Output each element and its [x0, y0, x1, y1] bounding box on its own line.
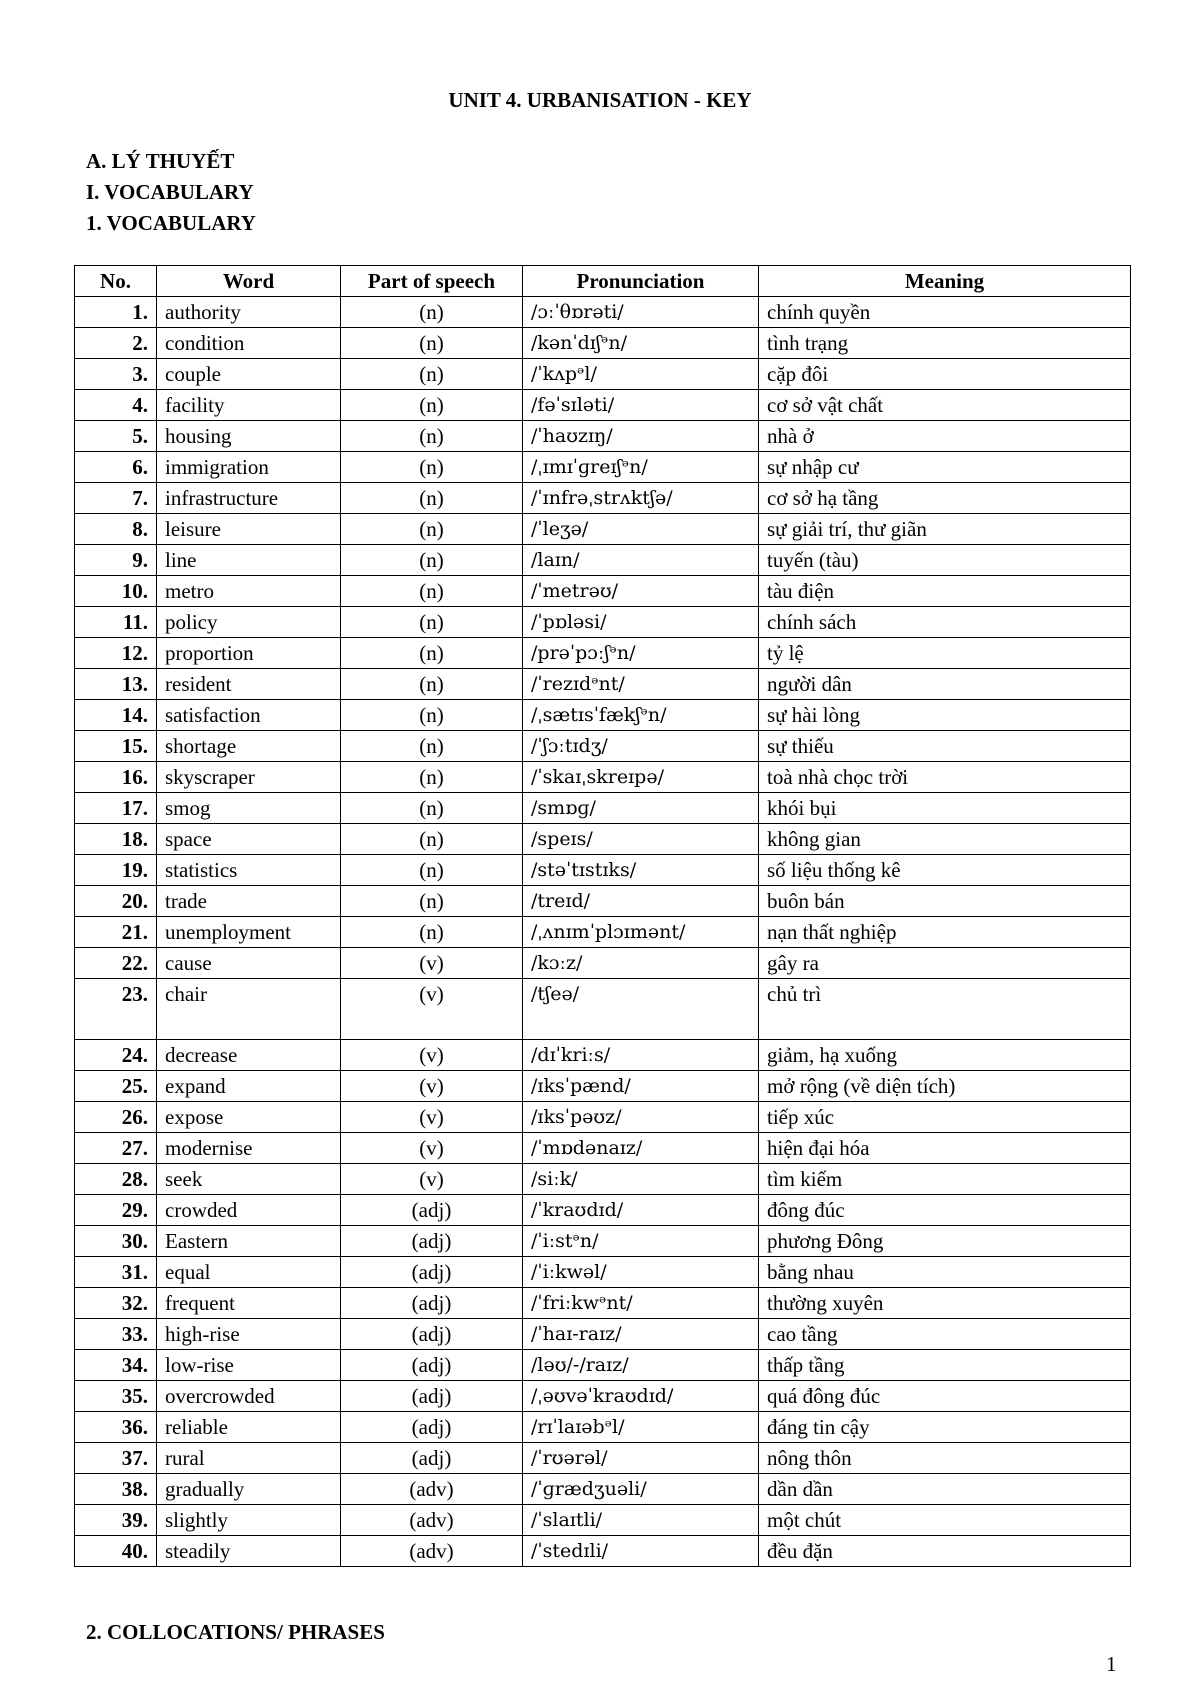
cell-meaning: sự giải trí, thư giãn — [759, 514, 1131, 545]
table-row — [75, 669, 1131, 700]
cell-word: condition — [157, 328, 341, 359]
cell-pronunciation: /stəˈtɪstɪks/ — [523, 855, 759, 886]
cell-part-of-speech: (n) — [341, 297, 523, 328]
cell-part-of-speech: (n) — [341, 638, 523, 669]
cell-number: 4. — [75, 390, 157, 421]
cell-number: 33. — [75, 1319, 157, 1350]
cell-meaning: một chút — [759, 1505, 1131, 1536]
cell-word: steadily — [157, 1536, 341, 1567]
table-row — [75, 1412, 1131, 1443]
cell-meaning: số liệu thống kê — [759, 855, 1131, 886]
cell-part-of-speech: (adj) — [341, 1257, 523, 1288]
cell-pronunciation: /laɪn/ — [523, 545, 759, 576]
cell-word: shortage — [157, 731, 341, 762]
table-row — [75, 886, 1131, 917]
cell-number: 14. — [75, 700, 157, 731]
cell-meaning: tìm kiếm — [759, 1164, 1131, 1195]
table-row — [75, 793, 1131, 824]
cell-word: reliable — [157, 1412, 341, 1443]
cell-word: statistics — [157, 855, 341, 886]
cell-pronunciation: /ˈleʒə/ — [523, 514, 759, 545]
cell-part-of-speech: (n) — [341, 700, 523, 731]
table-row — [75, 514, 1131, 545]
cell-number: 25. — [75, 1071, 157, 1102]
cell-meaning: thấp tầng — [759, 1350, 1131, 1381]
cell-part-of-speech: (n) — [341, 886, 523, 917]
cell-word: metro — [157, 576, 341, 607]
cell-meaning: hiện đại hóa — [759, 1133, 1131, 1164]
cell-word: unemployment — [157, 917, 341, 948]
cell-word: satisfaction — [157, 700, 341, 731]
cell-part-of-speech: (v) — [341, 948, 523, 979]
cell-word: gradually — [157, 1474, 341, 1505]
cell-number: 18. — [75, 824, 157, 855]
cell-part-of-speech: (n) — [341, 359, 523, 390]
table-row — [75, 762, 1131, 793]
cell-pronunciation: /tʃeə/ — [523, 979, 759, 1040]
table-row — [75, 1257, 1131, 1288]
cell-pronunciation: /ˈɡrædʒuəli/ — [523, 1474, 759, 1505]
cell-part-of-speech: (adj) — [341, 1381, 523, 1412]
cell-word: facility — [157, 390, 341, 421]
cell-number: 8. — [75, 514, 157, 545]
cell-meaning: tỷ lệ — [759, 638, 1131, 669]
cell-pronunciation: /prəˈpɔːʃᵊn/ — [523, 638, 759, 669]
cell-number: 1. — [75, 297, 157, 328]
cell-pronunciation: /ˈrʊərəl/ — [523, 1443, 759, 1474]
cell-number: 27. — [75, 1133, 157, 1164]
cell-pronunciation: /ˈʃɔːtɪdʒ/ — [523, 731, 759, 762]
cell-meaning: phương Đông — [759, 1226, 1131, 1257]
cell-word: policy — [157, 607, 341, 638]
cell-pronunciation: /kɔːz/ — [523, 948, 759, 979]
table-row — [75, 1040, 1131, 1071]
cell-pronunciation: /kənˈdɪʃᵊn/ — [523, 328, 759, 359]
cell-meaning: toà nhà chọc trời — [759, 762, 1131, 793]
cell-pronunciation: /dɪˈkriːs/ — [523, 1040, 759, 1071]
cell-meaning: tàu điện — [759, 576, 1131, 607]
page-title: UNIT 4. URBANISATION - KEY — [448, 88, 752, 112]
cell-part-of-speech: (adj) — [341, 1288, 523, 1319]
cell-meaning: khói bụi — [759, 793, 1131, 824]
cell-word: decrease — [157, 1040, 341, 1071]
cell-pronunciation: /ˈkraʊdɪd/ — [523, 1195, 759, 1226]
table-row — [75, 731, 1131, 762]
page-number: 1 — [1106, 1652, 1117, 1676]
table-row — [75, 1288, 1131, 1319]
cell-meaning: đông đúc — [759, 1195, 1131, 1226]
cell-pronunciation: /speɪs/ — [523, 824, 759, 855]
header-meaning: Meaning — [759, 266, 1131, 297]
cell-pronunciation: /rɪˈlaɪəbᵊl/ — [523, 1412, 759, 1443]
cell-number: 13. — [75, 669, 157, 700]
cell-pronunciation: /ˈiːkwəl/ — [523, 1257, 759, 1288]
cell-pronunciation: /ləʊ/-/raɪz/ — [523, 1350, 759, 1381]
table-row — [75, 1071, 1131, 1102]
cell-word: seek — [157, 1164, 341, 1195]
cell-part-of-speech: (n) — [341, 452, 523, 483]
section-heading-vocabulary: I. VOCABULARY — [86, 180, 254, 204]
cell-number: 16. — [75, 762, 157, 793]
cell-number: 6. — [75, 452, 157, 483]
cell-meaning: chính sách — [759, 607, 1131, 638]
cell-part-of-speech: (adj) — [341, 1412, 523, 1443]
cell-part-of-speech: (v) — [341, 1102, 523, 1133]
cell-part-of-speech: (v) — [341, 1164, 523, 1195]
cell-number: 24. — [75, 1040, 157, 1071]
cell-part-of-speech: (v) — [341, 979, 523, 1040]
section-heading-a: A. LÝ THUYẾT — [86, 149, 235, 173]
cell-word: leisure — [157, 514, 341, 545]
cell-pronunciation: /smɒɡ/ — [523, 793, 759, 824]
cell-part-of-speech: (adv) — [341, 1505, 523, 1536]
table-row — [75, 1164, 1131, 1195]
cell-number: 19. — [75, 855, 157, 886]
cell-word: frequent — [157, 1288, 341, 1319]
cell-meaning: bằng nhau — [759, 1257, 1131, 1288]
cell-meaning: cơ sở vật chất — [759, 390, 1131, 421]
cell-number: 37. — [75, 1443, 157, 1474]
cell-word: slightly — [157, 1505, 341, 1536]
cell-number: 26. — [75, 1102, 157, 1133]
cell-number: 22. — [75, 948, 157, 979]
cell-meaning: tuyến (tàu) — [759, 545, 1131, 576]
table-row — [75, 1474, 1131, 1505]
cell-part-of-speech: (adv) — [341, 1474, 523, 1505]
cell-pronunciation: /ˈskaɪˌskreɪpə/ — [523, 762, 759, 793]
cell-meaning: dần dần — [759, 1474, 1131, 1505]
cell-part-of-speech: (n) — [341, 545, 523, 576]
table-row — [75, 1133, 1131, 1164]
cell-meaning: quá đông đúc — [759, 1381, 1131, 1412]
table-row — [75, 1505, 1131, 1536]
table-row — [75, 824, 1131, 855]
cell-meaning: nạn thất nghiệp — [759, 917, 1131, 948]
subsection-heading-collocations: 2. COLLOCATIONS/ PHRASES — [86, 1620, 385, 1644]
cell-pronunciation: /ˈhaɪ-raɪz/ — [523, 1319, 759, 1350]
table-row — [75, 576, 1131, 607]
cell-word: authority — [157, 297, 341, 328]
cell-meaning: không gian — [759, 824, 1131, 855]
cell-word: cause — [157, 948, 341, 979]
table-row — [75, 700, 1131, 731]
cell-word: high-rise — [157, 1319, 341, 1350]
cell-number: 9. — [75, 545, 157, 576]
cell-number: 15. — [75, 731, 157, 762]
cell-pronunciation: /ˈstedɪli/ — [523, 1536, 759, 1567]
cell-number: 31. — [75, 1257, 157, 1288]
cell-word: proportion — [157, 638, 341, 669]
cell-number: 10. — [75, 576, 157, 607]
cell-word: chair — [157, 979, 341, 1040]
cell-pronunciation: /ˈrezɪdᵊnt/ — [523, 669, 759, 700]
cell-number: 39. — [75, 1505, 157, 1536]
table-row — [75, 545, 1131, 576]
cell-meaning: sự thiếu — [759, 731, 1131, 762]
table-header-row — [75, 266, 1131, 297]
cell-part-of-speech: (n) — [341, 762, 523, 793]
cell-pronunciation: /ˈkʌpᵊl/ — [523, 359, 759, 390]
cell-number: 7. — [75, 483, 157, 514]
cell-part-of-speech: (v) — [341, 1133, 523, 1164]
cell-word: modernise — [157, 1133, 341, 1164]
table-row — [75, 297, 1131, 328]
cell-part-of-speech: (v) — [341, 1071, 523, 1102]
header-pronunciation: Pronunciation — [523, 266, 759, 297]
cell-pronunciation: /ˌsætɪsˈfækʃᵊn/ — [523, 700, 759, 731]
cell-number: 38. — [75, 1474, 157, 1505]
cell-pronunciation: /ˈmetrəʊ/ — [523, 576, 759, 607]
cell-word: rural — [157, 1443, 341, 1474]
cell-part-of-speech: (n) — [341, 917, 523, 948]
cell-number: 17. — [75, 793, 157, 824]
cell-meaning: tình trạng — [759, 328, 1131, 359]
cell-part-of-speech: (adj) — [341, 1195, 523, 1226]
table-row — [75, 1102, 1131, 1133]
cell-part-of-speech: (n) — [341, 855, 523, 886]
cell-pronunciation: /ˈmɒdənaɪz/ — [523, 1133, 759, 1164]
cell-word: equal — [157, 1257, 341, 1288]
table-row — [75, 1536, 1131, 1567]
cell-part-of-speech: (n) — [341, 793, 523, 824]
table-row — [75, 917, 1131, 948]
cell-word: low-rise — [157, 1350, 341, 1381]
table-row — [75, 483, 1131, 514]
header-word: Word — [157, 266, 341, 297]
table-row — [75, 948, 1131, 979]
cell-pronunciation: /ˈslaɪtli/ — [523, 1505, 759, 1536]
cell-part-of-speech: (adj) — [341, 1350, 523, 1381]
cell-part-of-speech: (n) — [341, 824, 523, 855]
cell-part-of-speech: (n) — [341, 731, 523, 762]
table-row — [75, 328, 1131, 359]
cell-pronunciation: /ˌɪmɪˈɡreɪʃᵊn/ — [523, 452, 759, 483]
cell-pronunciation: /ˌəʊvəˈkraʊdɪd/ — [523, 1381, 759, 1412]
table-row — [75, 452, 1131, 483]
cell-word: housing — [157, 421, 341, 452]
cell-meaning: mở rộng (về diện tích) — [759, 1071, 1131, 1102]
cell-word: trade — [157, 886, 341, 917]
cell-word: line — [157, 545, 341, 576]
cell-meaning: chính quyền — [759, 297, 1131, 328]
cell-meaning: tiếp xúc — [759, 1102, 1131, 1133]
cell-meaning: người dân — [759, 669, 1131, 700]
cell-word: couple — [157, 359, 341, 390]
cell-number: 12. — [75, 638, 157, 669]
cell-meaning: nhà ở — [759, 421, 1131, 452]
table-row — [75, 607, 1131, 638]
table-row — [75, 1319, 1131, 1350]
cell-part-of-speech: (n) — [341, 390, 523, 421]
cell-number: 29. — [75, 1195, 157, 1226]
cell-meaning: cao tầng — [759, 1319, 1131, 1350]
cell-number: 35. — [75, 1381, 157, 1412]
cell-word: infrastructure — [157, 483, 341, 514]
cell-meaning: giảm, hạ xuống — [759, 1040, 1131, 1071]
cell-meaning: nông thôn — [759, 1443, 1131, 1474]
cell-part-of-speech: (n) — [341, 669, 523, 700]
cell-pronunciation: /ˌʌnɪmˈplɔɪmənt/ — [523, 917, 759, 948]
table-row — [75, 1195, 1131, 1226]
table-row — [75, 390, 1131, 421]
cell-number: 20. — [75, 886, 157, 917]
cell-meaning: gây ra — [759, 948, 1131, 979]
cell-part-of-speech: (adj) — [341, 1319, 523, 1350]
table-row — [75, 638, 1131, 669]
cell-part-of-speech: (adj) — [341, 1443, 523, 1474]
cell-part-of-speech: (n) — [341, 607, 523, 638]
cell-number: 28. — [75, 1164, 157, 1195]
cell-word: immigration — [157, 452, 341, 483]
cell-meaning: cặp đôi — [759, 359, 1131, 390]
cell-word: space — [157, 824, 341, 855]
cell-pronunciation: /fəˈsɪləti/ — [523, 390, 759, 421]
cell-number: 11. — [75, 607, 157, 638]
cell-number: 2. — [75, 328, 157, 359]
cell-word: expose — [157, 1102, 341, 1133]
vocabulary-table — [74, 265, 1131, 1567]
cell-pronunciation: /ɪksˈpænd/ — [523, 1071, 759, 1102]
cell-number: 36. — [75, 1412, 157, 1443]
cell-number: 32. — [75, 1288, 157, 1319]
cell-pronunciation: /ˈhaʊzɪŋ/ — [523, 421, 759, 452]
cell-part-of-speech: (adv) — [341, 1536, 523, 1567]
cell-word: crowded — [157, 1195, 341, 1226]
table-row — [75, 979, 1131, 1040]
cell-pronunciation: /ˈpɒləsi/ — [523, 607, 759, 638]
cell-word: smog — [157, 793, 341, 824]
cell-number: 34. — [75, 1350, 157, 1381]
cell-meaning: sự nhập cư — [759, 452, 1131, 483]
cell-meaning: chủ trì — [759, 979, 1131, 1040]
cell-part-of-speech: (v) — [341, 1040, 523, 1071]
cell-number: 40. — [75, 1536, 157, 1567]
cell-part-of-speech: (n) — [341, 421, 523, 452]
cell-meaning: cơ sở hạ tầng — [759, 483, 1131, 514]
cell-part-of-speech: (n) — [341, 483, 523, 514]
cell-number: 3. — [75, 359, 157, 390]
table-row — [75, 1350, 1131, 1381]
cell-part-of-speech: (n) — [341, 514, 523, 545]
header-part-of-speech: Part of speech — [341, 266, 523, 297]
cell-meaning: buôn bán — [759, 886, 1131, 917]
cell-meaning: đều đặn — [759, 1536, 1131, 1567]
cell-part-of-speech: (adj) — [341, 1226, 523, 1257]
cell-meaning: thường xuyên — [759, 1288, 1131, 1319]
table-row — [75, 421, 1131, 452]
cell-word: Eastern — [157, 1226, 341, 1257]
cell-word: skyscraper — [157, 762, 341, 793]
cell-word: overcrowded — [157, 1381, 341, 1412]
cell-pronunciation: /ɪksˈpəʊz/ — [523, 1102, 759, 1133]
cell-word: resident — [157, 669, 341, 700]
table-row — [75, 359, 1131, 390]
header-no: No. — [75, 266, 157, 297]
cell-pronunciation: /ɔːˈθɒrəti/ — [523, 297, 759, 328]
table-body — [75, 297, 1131, 1567]
cell-pronunciation: /siːk/ — [523, 1164, 759, 1195]
cell-pronunciation: /ˈfriːkwᵊnt/ — [523, 1288, 759, 1319]
subsection-heading-vocabulary: 1. VOCABULARY — [86, 211, 256, 235]
cell-number: 23. — [75, 979, 157, 1040]
cell-part-of-speech: (n) — [341, 576, 523, 607]
cell-meaning: sự hài lòng — [759, 700, 1131, 731]
table-row — [75, 1226, 1131, 1257]
cell-number: 5. — [75, 421, 157, 452]
cell-meaning: đáng tin cậy — [759, 1412, 1131, 1443]
table-row — [75, 1381, 1131, 1412]
cell-part-of-speech: (n) — [341, 328, 523, 359]
table-row — [75, 855, 1131, 886]
cell-pronunciation: /ˈiːstᵊn/ — [523, 1226, 759, 1257]
table-row — [75, 1443, 1131, 1474]
cell-word: expand — [157, 1071, 341, 1102]
cell-pronunciation: /treɪd/ — [523, 886, 759, 917]
cell-number: 21. — [75, 917, 157, 948]
cell-number: 30. — [75, 1226, 157, 1257]
cell-pronunciation: /ˈɪnfrəˌstrʌktʃə/ — [523, 483, 759, 514]
